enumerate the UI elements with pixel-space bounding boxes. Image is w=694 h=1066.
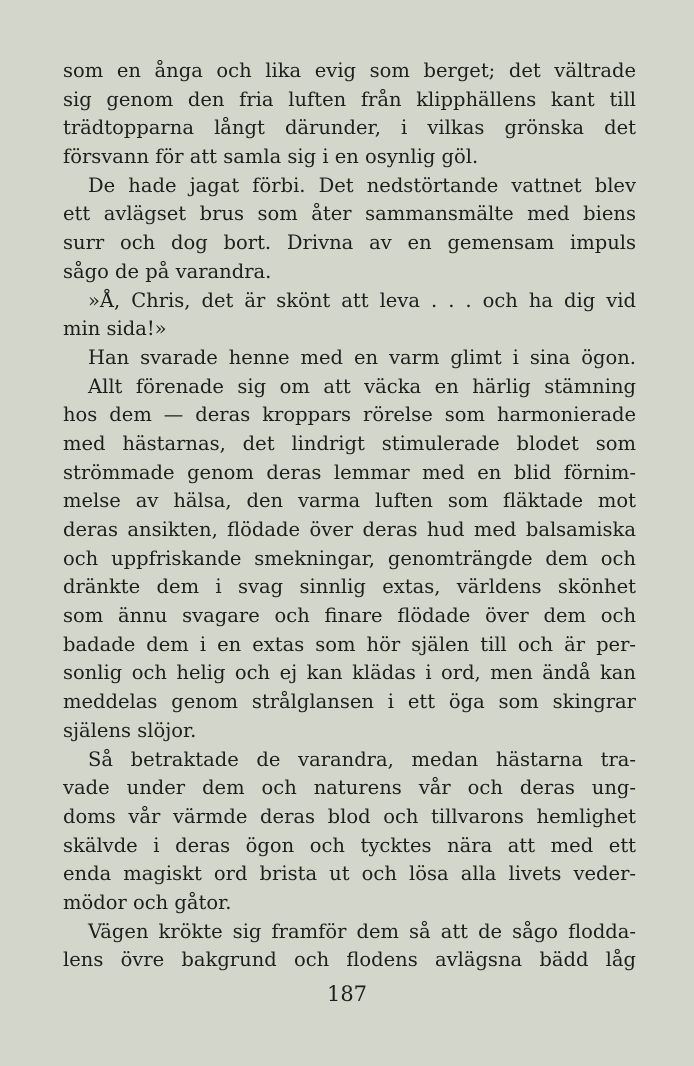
- text-line: »Å, Chris, det är skönt att leva . . . och ha dig vid: [88, 288, 636, 312]
- text-line: trädtopparna långt därunder, i vilkas grönska det: [63, 116, 636, 140]
- text-line: deras ansikten, flödade över deras hud med balsamiska: [63, 518, 636, 541]
- text-line: enda magiskt ord brista ut och lösa alla livets veder-: [63, 862, 636, 886]
- text-line: Vägen krökte sig framför dem så att de sågo flodda-: [88, 919, 636, 943]
- text-line: skälvde i deras ögon och tycktes nära att med ett: [63, 833, 636, 857]
- text-line: mödor och gåtor.: [63, 890, 232, 914]
- text-line: Han svarade henne med en varm glimt i sina ögon.: [88, 345, 636, 369]
- text-line: som ännu svagare och finare flödade över dem och: [63, 604, 636, 628]
- page-number: 187: [326, 982, 368, 1006]
- text-line: min sida!»: [63, 317, 167, 341]
- text-line: försvann för att samla sig i en osynlig göl.: [63, 145, 479, 169]
- text-line: lens övre bakgrund och flodens avlägsna bädd låg: [63, 948, 636, 972]
- text-line: sonlig och helig och ej kan klädas i ord, men ändå kan: [63, 661, 636, 685]
- text-line: själens slöjor.: [63, 718, 197, 742]
- text-line: som en ånga och lika evig som berget; det vältrade: [63, 59, 636, 82]
- body-text: [63, 57, 636, 975]
- text-line: Så betraktade de varandra, medan hästarna tra-: [88, 747, 636, 771]
- text-line: sågo de på varandra.: [63, 259, 272, 283]
- text-line: sig genom den fria luften från klipphällens kant till: [63, 87, 636, 111]
- text-line: Allt förenade sig om att väcka en härlig stämning: [88, 374, 636, 398]
- text-line: surr och dog bort. Drivna av en gemensam impuls: [63, 231, 636, 255]
- text-line: dränkte dem i svag sinnlig extas, världens skönhet: [63, 575, 636, 599]
- text-line: melse av hälsa, den varma luften som fläktade mot: [63, 489, 636, 513]
- text-line: hos dem — deras kroppars rörelse som harmonierade: [63, 403, 636, 427]
- text-line: strömmade genom deras lemmar med en blid förnim-: [63, 460, 636, 484]
- text-line: De hade jagat förbi. Det nedstörtande vattnet blev: [88, 173, 636, 197]
- text-line: och uppfriskande smekningar, genomträngde dem och: [63, 546, 636, 570]
- text-line: doms vår värmde deras blod och tillvarons hemlighet: [63, 804, 636, 828]
- text-line: vade under dem och naturens vår och deras ung-: [63, 776, 636, 800]
- text-line: med hästarnas, det lindrigt stimulerade blodet som: [63, 431, 636, 455]
- text-line: ett avlägset brus som åter sammansmälte med biens: [63, 202, 636, 226]
- text-line: meddelas genom strålglansen i ett öga som skingrar: [63, 690, 636, 714]
- text-line: badade dem i en extas som hör själen till och är per-: [63, 632, 636, 656]
